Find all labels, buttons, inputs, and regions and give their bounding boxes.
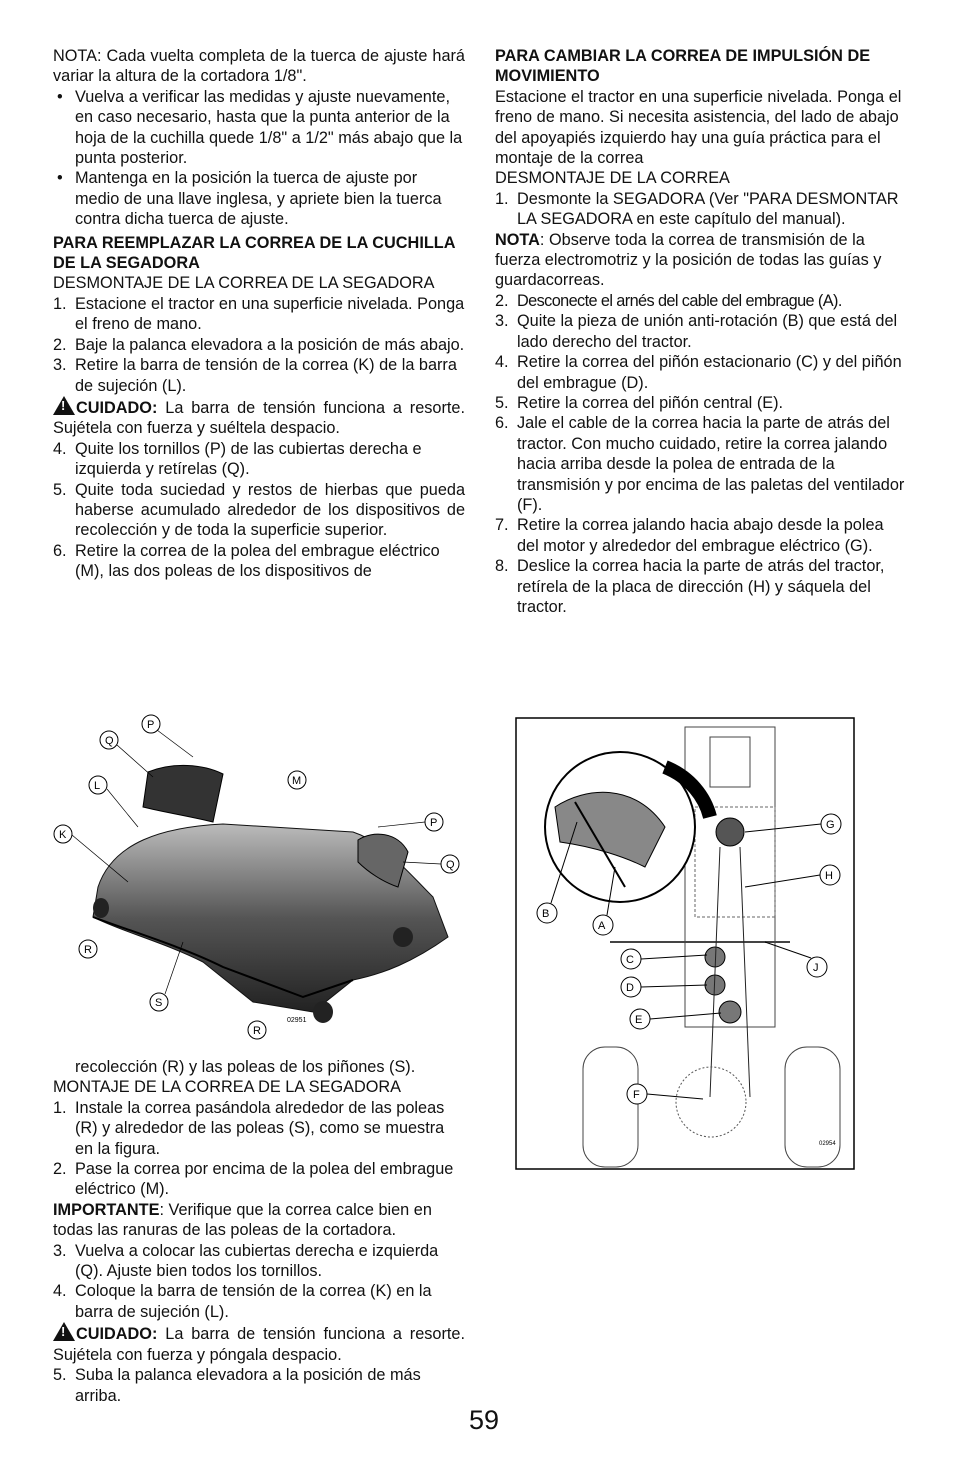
step-item: 5. Retire la correa del piñón central (E). bbox=[495, 393, 784, 412]
step-item: 3. Retire la barra de tensión de la correa (K) de la barra de sujeción (L). bbox=[53, 356, 457, 395]
section-heading: PARA REEMPLAZAR LA CORREA DE LA CUCHILLA DE LA SEGADORA bbox=[53, 233, 455, 273]
svg-text:Q: Q bbox=[105, 735, 114, 747]
svg-text:L: L bbox=[94, 780, 101, 792]
step-item: 2. Baje la palanca elevadora a la posición de más abajo. bbox=[53, 335, 465, 354]
continued-text: recolección (R) y las poleas de los piñones (S). bbox=[75, 1058, 416, 1076]
step-item: 8. Deslice la correa hacia la parte de atrás del tractor, retírela de la placa de dirección (H) y sáquela del tractor. bbox=[495, 557, 885, 616]
section-heading: PARA CAMBIAR LA CORREA DE IMPULSIÓN DE MOVIMIENTO bbox=[495, 47, 871, 86]
step-item: 5. Suba la palanca elevadora a la posición de más arriba. bbox=[53, 1366, 421, 1405]
caution-paragraph: !CUIDADO: La barra de tensión funciona a resorte. Sujétela con fuerza y póngala despacio. bbox=[53, 1322, 465, 1365]
step-item: 2. Pase la correa por encima de la polea del embrague eléctrico (M). bbox=[53, 1160, 454, 1199]
step-item: 1. Desmonte la SEGADORA (Ver "PARA DESMONTAR LA SEGADORA en este capítulo del manual). bbox=[495, 189, 899, 229]
step-item: 4. Coloque la barra de tensión de la correa (K) en la barra de sujeción (L). bbox=[53, 1282, 432, 1321]
svg-text:D: D bbox=[626, 982, 634, 994]
step-item: 4. Quite los tornillos (P) de las cubiertas derecha e izquierda y retírelas (Q). bbox=[53, 439, 422, 479]
step-item: 6. Jale el cable de la correa hacia la parte de atrás del tractor. Con mucho cuidado, retire la correa jalando hacia arriba desde la polea de entrada de la transmisión y por encima de las paletas del ventilador (F). bbox=[495, 414, 905, 514]
svg-text:M: M bbox=[292, 775, 302, 787]
note-paragraph: NOTA: Observe toda la correa de transmisión de la fuerza electromotriz y la posición de todas las guías y guardacorreas. bbox=[495, 230, 882, 290]
svg-text:B: B bbox=[542, 908, 550, 920]
svg-text:R: R bbox=[84, 944, 92, 956]
intro-paragraph: Estacione el tractor en una superficie nivelada. Ponga el freno de mano. Si necesita asistencia, del lado de abajo del apoyapiés izquierdo hay una guía práctica para el montaje de la correa bbox=[495, 87, 902, 168]
subsection-heading: MONTAJE DE LA CORREA DE LA SEGADORA bbox=[53, 1078, 402, 1097]
mower-deck-figure bbox=[53, 712, 463, 1042]
step-item: 4. Retire la correa del piñón estacionario (C) y del piñón del embrague (D). bbox=[495, 353, 902, 392]
svg-text:K: K bbox=[59, 829, 67, 841]
clutch-pulley bbox=[716, 818, 744, 846]
svg-text:E: E bbox=[635, 1014, 643, 1026]
svg-text:Q: Q bbox=[446, 859, 455, 871]
step-item: 1. Estacione el tractor en una superficie nivelada. Ponga el freno de mano. bbox=[53, 294, 465, 334]
note-paragraph: NOTA: Cada vuelta completa de la tuerca de ajuste hará variar la altura de la cortadora 1/8". bbox=[53, 47, 465, 86]
svg-text:F: F bbox=[633, 1089, 640, 1101]
figure2-code: 02954 bbox=[819, 1141, 836, 1147]
left-column-continued bbox=[53, 1057, 465, 1406]
note-label: NOTA: bbox=[53, 47, 102, 65]
drive-belt-figure bbox=[515, 717, 855, 1170]
left-cover bbox=[143, 765, 223, 822]
svg-text:P: P bbox=[430, 817, 438, 829]
subsection-heading: DESMONTAJE DE LA CORREA DE LA SEGADORA bbox=[53, 274, 435, 293]
warning-icon bbox=[53, 396, 75, 415]
right-column bbox=[495, 46, 905, 617]
svg-text:G: G bbox=[826, 819, 835, 831]
warning-icon bbox=[53, 1322, 75, 1341]
svg-text:H: H bbox=[825, 870, 833, 882]
bullet-item: • Vuelva a verificar las medidas y ajuste nuevamente, en caso necesario, hasta que la punta anterior de la hoja de la cuchilla quede 1/8" a 1/2" más abajo que la punta posterior. bbox=[57, 87, 463, 168]
svg-text:C: C bbox=[626, 954, 634, 966]
bullet-item: • Mantenga en la posición la tuerca de ajuste por medio de una llave inglesa, y apriete bien la tuerca contra dicha tuerca de ajuste. bbox=[57, 169, 442, 229]
svg-text:R: R bbox=[253, 1025, 261, 1037]
figure1-code: 02951 bbox=[287, 1017, 307, 1024]
step-item: 7. Retire la correa jalando hacia abajo desde la polea del motor y alrededor del embrague eléctrico (G). bbox=[495, 516, 884, 555]
caution-paragraph: !CUIDADO: La barra de tensión funciona a resorte. Sujétela con fuerza y suéltela despacio. bbox=[53, 396, 465, 439]
step-item: 3. Quite la pieza de unión anti-rotación (B) que está del lado derecho del tractor. bbox=[495, 312, 898, 351]
svg-text:P: P bbox=[147, 719, 155, 731]
svg-text:A: A bbox=[598, 920, 606, 932]
important-paragraph: IMPORTANTE: Verifique que la correa calce bien en todas las ranuras de las poleas de la cortadora. bbox=[53, 1200, 432, 1240]
step-item: 3. Vuelva a colocar las cubiertas derecha e izquierda (Q). Ajuste bien todos los tornillos. bbox=[53, 1241, 439, 1281]
subsection-heading: DESMONTAJE DE LA CORREA bbox=[495, 169, 730, 188]
step-item: 1. Instale la correa pasándola alrededor de las poleas (R) y alrededor de las poleas (S), como se muestra en la figura. bbox=[53, 1098, 445, 1158]
left-column bbox=[53, 46, 465, 582]
step-item: 5. Quite toda suciedad y restos de hierbas que pueda haberse acumulado alrededor de los dispositivos de recolección y de toda la superficie superior. bbox=[53, 480, 465, 540]
svg-text:J: J bbox=[813, 962, 819, 974]
page-number: 59 bbox=[469, 1405, 500, 1435]
step-item: 2. Desconecte el arnés del cable del embrague (A). bbox=[495, 291, 842, 310]
step-item: 6. Retire la correa de la polea del embrague eléctrico (M), las dos poleas de los dispositivos de bbox=[53, 541, 440, 581]
svg-text:S: S bbox=[155, 997, 163, 1009]
